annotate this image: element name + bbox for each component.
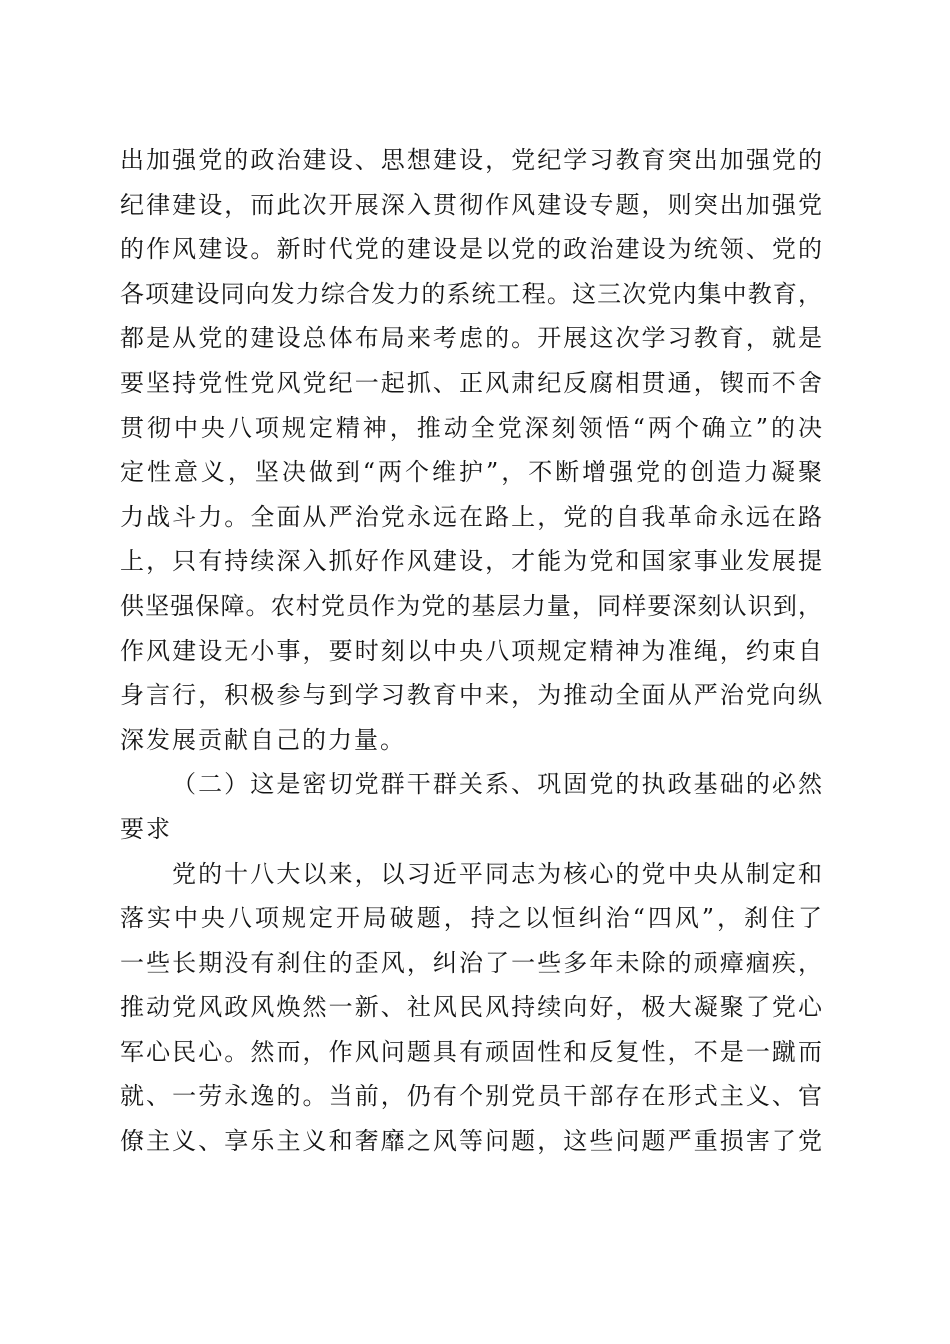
text-line: 深发展贡献自己的力量。 (120, 725, 406, 754)
text-line: 党的十八大以来，以习近平同志为核心的党中央从制定和 (172, 859, 822, 888)
text-line: 出加强党的政治建设、思想建设，党纪学习教育突出加强党的 (120, 146, 822, 174)
body-paragraph-continued (120, 138, 822, 762)
text-line: 供坚强保障。农村党员作为党的基层力量，同样要深刻认识到， (120, 591, 822, 620)
text-line: 各项建设同向发力综合发力的系统工程。这三次党内集中教育， (120, 279, 822, 308)
section-heading (120, 762, 822, 851)
text-line: 都是从党的建设总体布局来考虑的。开展这次学习教育，就是 (120, 324, 822, 353)
text-line: 定性意义，坚决做到“两个维护”，不断增强党的创造力凝聚 (120, 458, 822, 487)
text-line: 力战斗力。全面从严治党永远在路上，党的自我革命永远在路 (120, 502, 822, 531)
text-line: 作风建设无小事，要时刻以中央八项规定精神为准绳，约束自 (120, 636, 822, 665)
text-line: 一些长期没有刹住的歪风，纠治了一些多年未除的顽瘴痼疾， (120, 948, 822, 977)
text-line: 要坚持党性党风党纪一起抓、正风肃纪反腐相贯通，锲而不舍 (120, 368, 822, 397)
text-line: 身言行，积极参与到学习教育中来，为推动全面从严治党向纵 (120, 681, 822, 710)
text-line: 贯彻中央八项规定精神，推动全党深刻领悟“两个确立”的决 (120, 413, 822, 442)
text-line: 推动党风政风焕然一新、社风民风持续向好，极大凝聚了党心 (120, 993, 822, 1022)
text-line: 军心民心。然而，作风问题具有顽固性和反复性，不是一蹴而 (120, 1037, 822, 1066)
body-paragraph (120, 852, 822, 1164)
text-column (120, 138, 822, 1164)
text-line: 上，只有持续深入抓好作风建设，才能为党和国家事业发展提 (120, 547, 822, 576)
text-line: 就、一劳永逸的。当前，仍有个别党员干部存在形式主义、官 (120, 1082, 822, 1111)
text-line: 僚主义、享乐主义和奢靡之风等问题，这些问题严重损害了党 (120, 1127, 822, 1156)
text-line: 的作风建设。新时代党的建设是以党的政治建设为统领、党的 (120, 235, 822, 264)
heading-line: （二）这是密切党群干群关系、巩固党的执政基础的必然 (172, 770, 822, 799)
text-line: 落实中央八项规定开局破题，持之以恒纠治“四风”，刹住了 (120, 904, 822, 933)
heading-line: 要求 (120, 814, 172, 843)
text-line: 纪律建设，而此次开展深入贯彻作风建设专题，则突出加强党 (120, 190, 822, 219)
